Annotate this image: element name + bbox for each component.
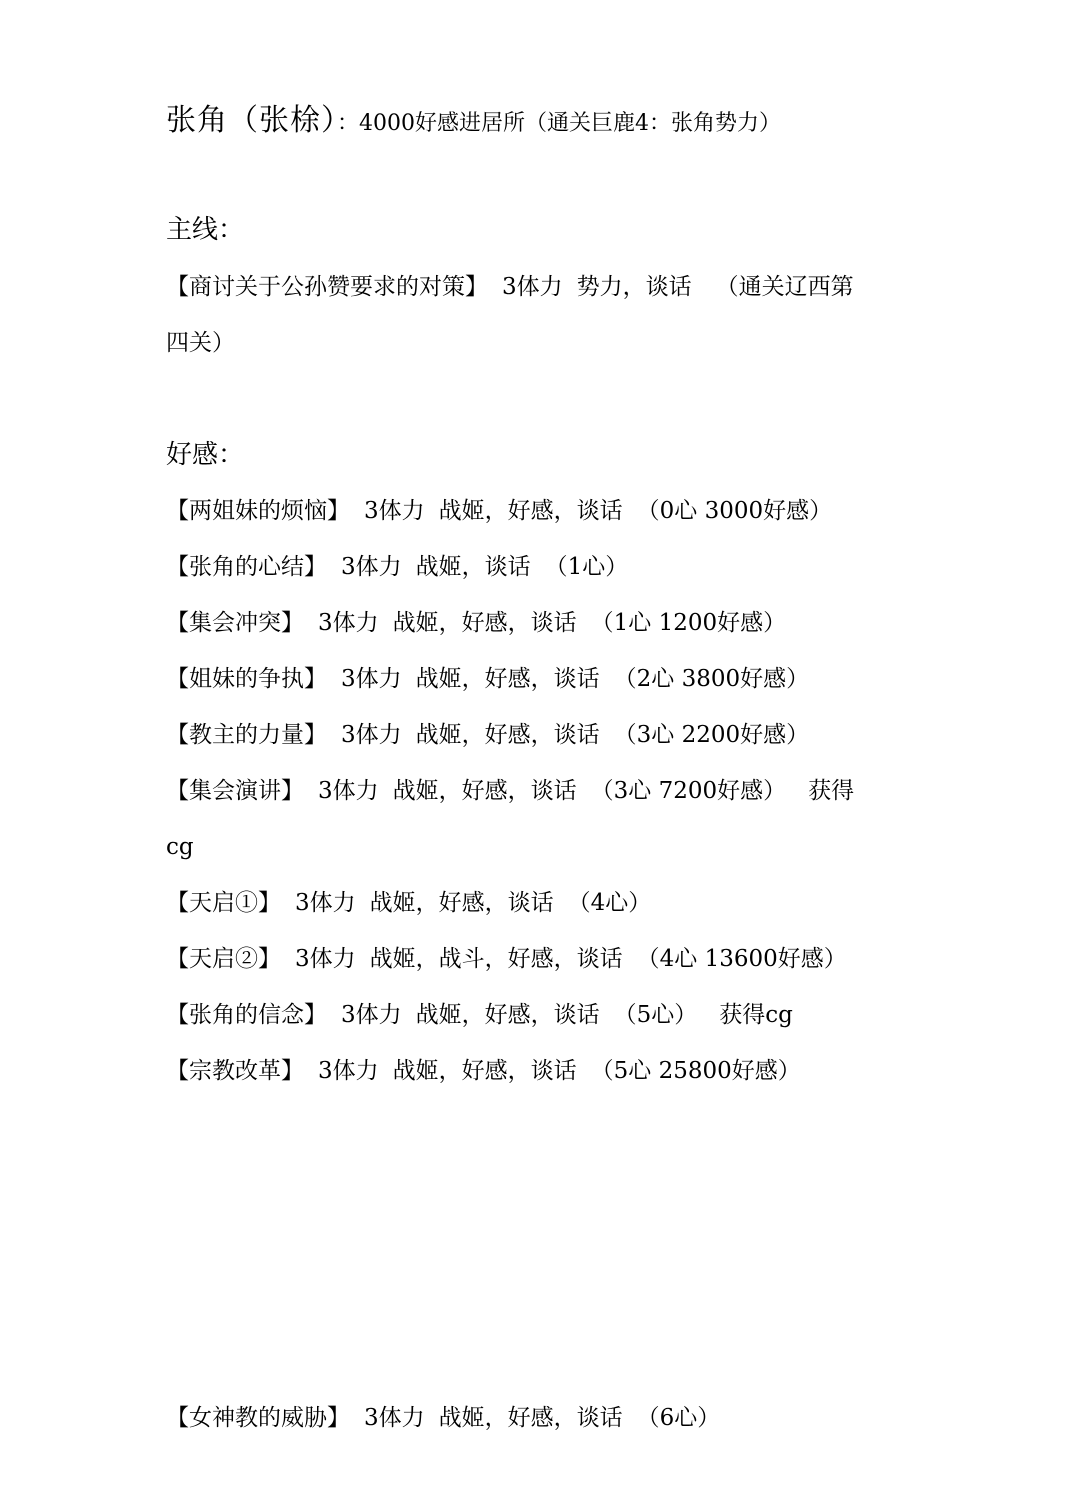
entry-name: 【张角的信念】 — [166, 1002, 327, 1028]
entry-cost: 3体力 — [341, 554, 402, 580]
list-item — [166, 1403, 720, 1433]
entry-cost: 3体力 — [295, 946, 356, 972]
entry-requirement: （5心） — [613, 1002, 698, 1028]
entry-types: 战姬，好感，谈话 — [415, 666, 600, 692]
entry-types: 战姬，好感，谈话 — [392, 610, 577, 636]
entry-name: 【集会演讲】 — [166, 778, 304, 804]
entry-cost: 3体力 — [318, 1058, 379, 1084]
entry-requirement: （5心 25800好感） — [590, 1058, 801, 1084]
entry-types: 战姬，战斗，好感，谈话 — [369, 946, 623, 972]
entry-cost: 3体力 — [502, 274, 563, 300]
entry-reward: 获得cg — [719, 1002, 793, 1028]
entry-requirement: （1心） — [544, 554, 629, 580]
entry-name: 【姐妹的争执】 — [166, 666, 327, 692]
entry-requirement: （6心） — [636, 1405, 721, 1431]
entry-name: 【商讨关于公孙赞要求的对策】 — [166, 274, 488, 300]
entry-requirement: （3心 2200好感） — [613, 722, 810, 748]
title-subtitle: 4000好感进居所（通关巨鹿4：张角势力） — [359, 111, 782, 136]
entry-requirement: （2心 3800好感） — [613, 666, 810, 692]
list-item — [166, 720, 809, 750]
entry-types: 战姬，谈话 — [415, 554, 531, 580]
entry-types: 势力，谈话 — [576, 274, 692, 300]
entry-name: 【宗教改革】 — [166, 1058, 304, 1084]
entry-requirement: （0心 3000好感） — [636, 498, 833, 524]
entry-types: 战姬，好感，谈话 — [438, 498, 623, 524]
entry-name: 【张角的心结】 — [166, 554, 327, 580]
entry-cost: 3体力 — [318, 778, 379, 804]
list-item — [166, 608, 786, 638]
entry-cost: 3体力 — [341, 722, 402, 748]
list-item — [166, 1056, 801, 1086]
document-title — [166, 103, 782, 139]
entry-cost: 3体力 — [364, 1405, 425, 1431]
entry-name: 【天启②】 — [166, 946, 281, 972]
entry-types: 战姬，好感，谈话 — [369, 890, 554, 916]
list-item-continuation — [166, 328, 235, 358]
entry-cost: 3体力 — [295, 890, 356, 916]
entry-types: 战姬，好感，谈话 — [392, 778, 577, 804]
entry-cost: 3体力 — [364, 498, 425, 524]
entry-types: 战姬，好感，谈话 — [438, 1405, 623, 1431]
entry-requirement: （4心 13600好感） — [636, 946, 847, 972]
entry-types: 战姬，好感，谈话 — [415, 1002, 600, 1028]
entry-requirement: （1心 1200好感） — [590, 610, 787, 636]
list-item-continuation — [166, 832, 194, 862]
entry-cost: 3体力 — [341, 1002, 402, 1028]
title-main: 张角（张梌） — [166, 103, 337, 138]
entry-name: 【天启①】 — [166, 890, 281, 916]
entry-cost: 3体力 — [318, 610, 379, 636]
title-separator: ： — [337, 111, 360, 136]
list-item — [166, 272, 854, 302]
list-item — [166, 776, 854, 806]
entry-name: 【女神教的威胁】 — [166, 1405, 350, 1431]
entry-cost: 3体力 — [341, 666, 402, 692]
entry-requirement: （3心 7200好感） — [590, 778, 787, 804]
entry-requirement-continued: 四关） — [166, 330, 235, 356]
list-item — [166, 496, 832, 526]
entry-name: 【集会冲突】 — [166, 610, 304, 636]
entry-name: 【两姐妹的烦恼】 — [166, 498, 350, 524]
list-item — [166, 1000, 793, 1030]
entry-requirement: （通关辽西第 — [715, 274, 854, 300]
entry-reward-continued: cg — [166, 834, 194, 860]
list-item — [166, 664, 809, 694]
list-item — [166, 552, 628, 582]
entry-types: 战姬，好感，谈话 — [415, 722, 600, 748]
section-heading-main-story: 主线： — [166, 215, 245, 245]
list-item — [166, 944, 847, 974]
section-heading-affection: 好感： — [166, 440, 245, 470]
list-item — [166, 888, 651, 918]
entry-requirement: （4心） — [567, 890, 652, 916]
entry-reward: 获得 — [808, 778, 855, 804]
entry-types: 战姬，好感，谈话 — [392, 1058, 577, 1084]
entry-name: 【教主的力量】 — [166, 722, 327, 748]
